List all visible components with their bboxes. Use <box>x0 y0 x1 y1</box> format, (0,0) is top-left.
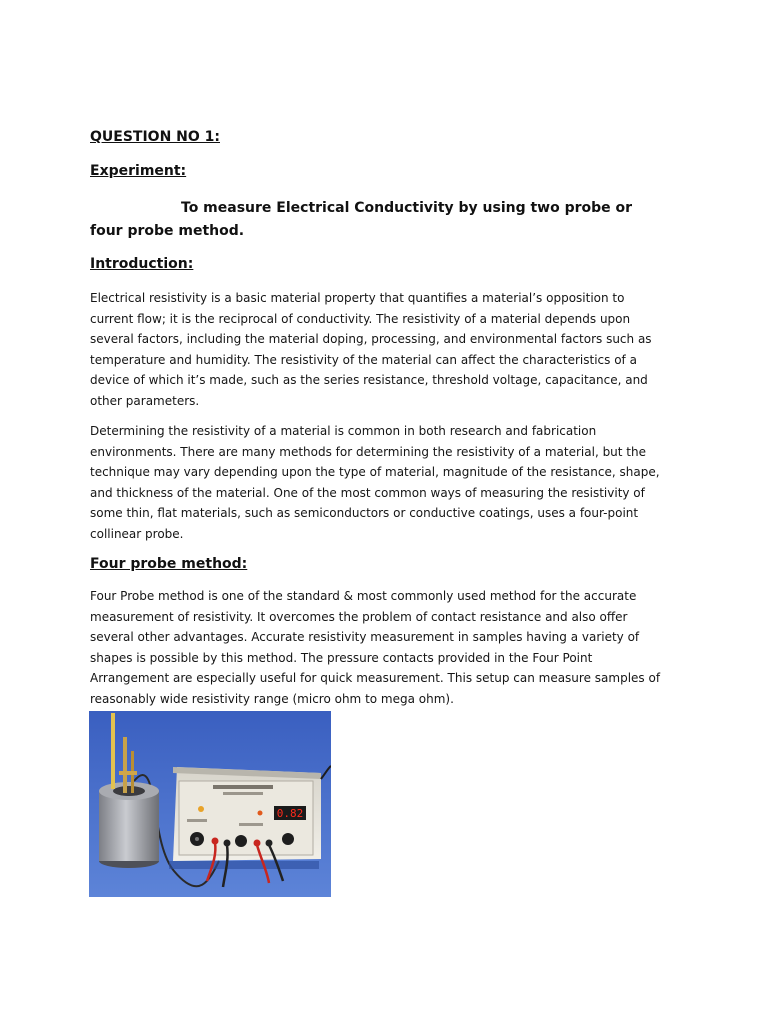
intro-paragraph-2: Determining the resistivity of a material is common in both research and fabrication environments. There are many methods for determining the resistivity of a material, but the technique may vary depending upon the type of material, magnitude of the resistance, shape, and thickness of the material. One of the most common ways of measuring the resistivity of some thin, flat materials, such as semiconductors or conductive coatings, uses a four-point collinear probe. <box>90 424 660 541</box>
display-reading: 0.82 <box>276 807 304 820</box>
experiment-aim: To measure Electrical Conductivity by using two probe or four probe method. <box>90 200 633 239</box>
four-probe-paragraph: Four Probe method is one of the standard & most commonly used method for the accurate measurement of resistivity. It overcomes the problem of contact resistance and also offer several other advantages. Accurate resistivity measurement in samples having a variety of shapes is possible by this method. The pressure contacts provided in the Four Point Arrangement are especially useful for quick measurement. This setup can measure samples of reasonably wide resistivity range (micro ohm to mega ohm). <box>90 589 661 706</box>
apparatus-illustration <box>89 711 331 897</box>
question-heading: QUESTION NO 1: <box>90 129 220 145</box>
four-probe-heading: Four probe method: <box>90 556 248 572</box>
introduction-heading: Introduction: <box>90 256 194 272</box>
intro-paragraph-1: Electrical resistivity is a basic material property that quantifies a material’s opposition to current flow; it is the reciprocal of conductivity. The resistivity of a material depends upon several factors, including the material doping, processing, and environmental factors such as temperature and humidity. The resistivity of the material can affect the characteristics of a device of which it’s made, such as the series resistance, threshold voltage, capacitance, and other parameters. <box>90 291 652 408</box>
experiment-heading: Experiment: <box>90 163 187 179</box>
four-probe-apparatus-photo <box>89 711 331 897</box>
